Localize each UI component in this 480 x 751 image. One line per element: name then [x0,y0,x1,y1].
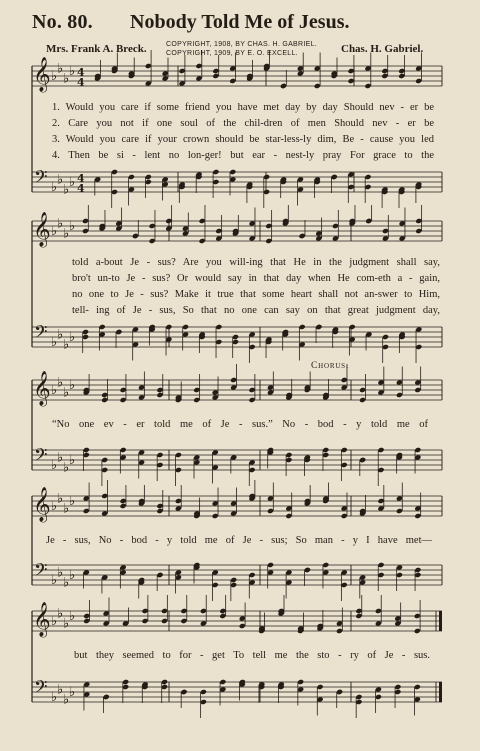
treble-clef: 𝄞 [33,602,51,637]
bass-clef: 𝄢 [34,677,48,701]
flat-sign: ♭ [51,69,58,84]
treble-clef: 𝄞 [33,57,51,92]
flat-sign: ♭ [51,224,58,239]
copyright-line-2: COPYRIGHT, 1909, BY E. O. EXCELL. [166,50,298,57]
flat-sign: ♭ [51,499,58,514]
flat-sign: ♭ [57,565,64,581]
flat-sign: ♭ [63,226,70,242]
bass-clef: 𝄢 [34,445,48,469]
treble-clef: 𝄞 [33,487,51,522]
flat-sign: ♭ [69,609,76,624]
flat-sign: ♭ [57,172,64,188]
time-signature-bottom: 4 [77,182,85,195]
final-barline-thick [439,611,442,631]
final-barline-thick [439,682,442,702]
flat-sign: ♭ [69,568,76,583]
time-signature-bottom: 4 [77,76,85,89]
flat-sign: ♭ [69,64,76,79]
flat-sign: ♭ [63,501,70,517]
hymn-number: No. 80. [32,11,93,33]
flat-sign: ♭ [51,335,58,350]
flat-sign: ♭ [63,182,70,198]
flat-sign: ♭ [63,575,70,591]
flat-sign: ♭ [57,682,64,698]
flat-sign: ♭ [57,216,64,232]
flat-sign: ♭ [69,219,76,234]
bass-clef: 𝄢 [34,167,48,191]
bass-clef: 𝄢 [34,322,48,346]
composer-credit: Chas. H. Gabriel. [341,43,424,55]
hymn-title: Nobody Told Me of Jesus. [130,11,350,33]
flat-sign: ♭ [57,61,64,77]
flat-sign: ♭ [69,453,76,468]
flat-sign: ♭ [51,383,58,398]
hymn-page: No. 80. Nobody Told Me of Jesus. Mrs. Frank A. Breck. COPYRIGHT, 1908, BY CHAS. H. GABRIEL. COPYRIGHT, 1909, BY E. O. EXCELL. Chas. H. Gabriel. 𝄞 𝄢 ♭ ♭ ♭ ♭ ♭ ♭ ♭ ♭ 4 4 4 4 𝄞 𝄢 ♭ ♭ ♭ ♭ ♭ ♭ ♭ ♭ 𝄞 𝄢 ♭ ♭ ♭ ♭ ♭ ♭ ♭ ♭ 𝄞 𝄢 ♭ ♭ ♭ ♭ ♭ ♭ ♭ ♭ 𝄞 𝄢 ♭ ♭ ♭ ♭ ♭ ♭ ♭ ♭ 1. Would you care if some friend you have met day by day Should nev - er be 2. Care you not if one soul of the chil-dren of men Should nev - er be 3. Would you care if your crown should be star-less-ly dim, Be - cause you led 4. Then be si - lent no lon-ger! but ear - nest-ly pray For grace to the told a-bout Je - sus? Are you will-ing that He in the judgment shall say, bro't un-to Je - sus? Or would say in that day when He com-eth a - gain, no one to Je - sus? Make it true that some heart shall not an-swer to Him, tell- ing of Je - sus, So that no one can say on that great judgment day, Chorus. “No one ev - er told me of Je - sus.” No - bod - y told me of Je - sus, No - bod - y told me of Je - sus; So man - y I have met— but they seemed to for - get To tell me the sto - ry of Je - sus. [0,0,480,751]
flat-sign: ♭ [63,385,70,401]
flat-sign: ♭ [63,460,70,476]
treble-clef: 𝄞 [33,212,51,247]
flat-sign: ♭ [51,690,58,705]
flat-sign: ♭ [51,573,58,588]
flat-sign: ♭ [57,491,64,507]
chorus-label: Chorus. [311,361,350,371]
flat-sign: ♭ [57,375,64,391]
flat-sign: ♭ [57,327,64,343]
flat-sign: ♭ [51,614,58,629]
flat-sign: ♭ [69,494,76,509]
flat-sign: ♭ [57,606,64,622]
time-signature-top: 4 [77,172,85,185]
flat-sign: ♭ [63,71,70,87]
flat-sign: ♭ [69,175,76,190]
flat-sign: ♭ [69,378,76,393]
flat-sign: ♭ [51,458,58,473]
flat-sign: ♭ [63,692,70,708]
flat-sign: ♭ [51,180,58,195]
flat-sign: ♭ [63,616,70,632]
flat-sign: ♭ [69,330,76,345]
flat-sign: ♭ [57,450,64,466]
bass-clef: 𝄢 [34,560,48,584]
flat-sign: ♭ [63,337,70,353]
flat-sign: ♭ [69,685,76,700]
treble-clef: 𝄞 [33,371,51,406]
copyright-line-1: COPYRIGHT, 1908, BY CHAS. H. GABRIEL. [166,41,318,48]
time-signature-top: 4 [77,66,85,79]
lyricist-credit: Mrs. Frank A. Breck. [46,43,147,55]
